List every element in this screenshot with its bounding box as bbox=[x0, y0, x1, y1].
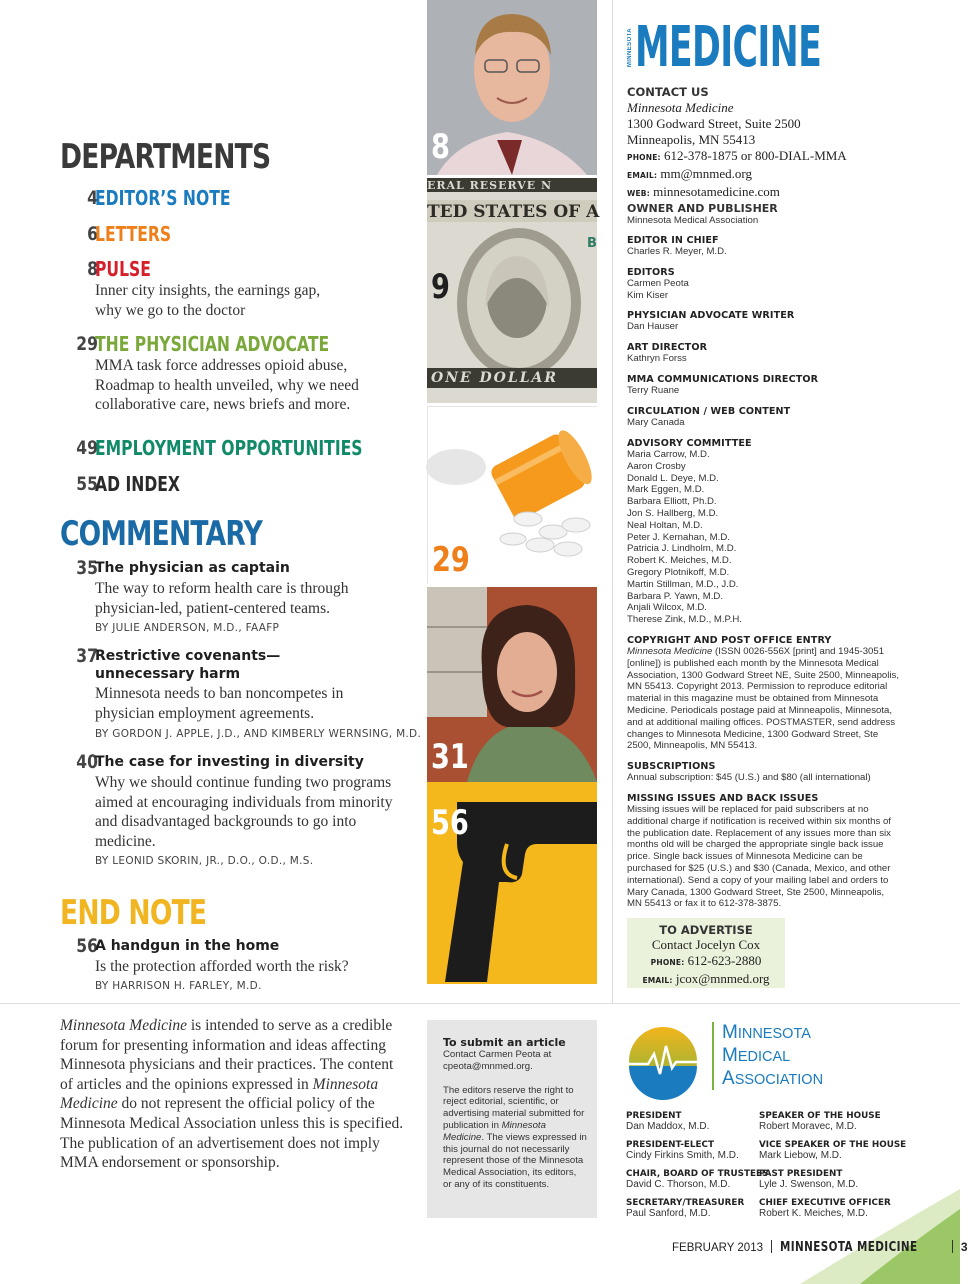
department-title: EMPLOYMENT OPPORTUNITIES bbox=[95, 436, 363, 460]
toc-entry-physician-captain[interactable] bbox=[60, 557, 410, 637]
role-names: Carmen Peota Kim Kiser bbox=[627, 278, 689, 301]
submit-title: To submit an article bbox=[443, 1036, 566, 1049]
page-number: 37 bbox=[76, 645, 98, 667]
copyright-text: (ISSN 0026-556X [print] and 1945-3051 [online]) is published each month by the Minnesota Medical Association, 1300 Godward Street NE, Suite 2500, Minneapolis, MN 55413. Copyright 2013. Permission to reproduce editorial material in this magazine must be obtained from Minnesota Medicine. Periodicals postage paid at Minneapolis, Minnesota, and at additional mailing offices. POSTMASTER, send address changes to Minnesota Medicine, 1300 Godward Street, Ste 2500, Minneapolis, MN 55413. bbox=[627, 646, 899, 752]
role-names: Mary Canada bbox=[627, 417, 685, 428]
bill-letter: B bbox=[587, 236, 597, 251]
role-label: EDITOR IN CHIEF bbox=[627, 235, 719, 246]
contact-email[interactable]: mm@mnmed.org bbox=[660, 166, 752, 181]
contact-address-1: 1300 Godward Street, Suite 2500 bbox=[627, 116, 801, 131]
web-label: WEB: bbox=[627, 189, 650, 198]
image-page-number: 56 bbox=[431, 803, 469, 843]
owner-label: OWNER AND PUBLISHER bbox=[627, 202, 778, 215]
page-number: 6 bbox=[87, 223, 98, 245]
article-byline: BY GORDON J. APPLE, J.D., AND KIMBERLY WERNSING, M.D. bbox=[95, 728, 422, 740]
table-of-contents bbox=[0, 0, 420, 1004]
owner-name: Minnesota Medical Association bbox=[627, 215, 759, 226]
missing-label: MISSING ISSUES AND BACK ISSUES bbox=[627, 793, 819, 804]
toc-entry-diversity[interactable] bbox=[60, 751, 410, 871]
bill-text-bottom: ONE DOLLAR bbox=[431, 370, 559, 386]
department-title: THE PHYSICIAN ADVOCATE bbox=[95, 332, 330, 356]
advertise-phone: 612-623-2880 bbox=[687, 953, 762, 968]
disclaimer-part-1: is intended to serve as a credible forum for presenting information and ideas affecting Minnesota physicians and their practices. The content of articles and the opinions expressed in bbox=[60, 1017, 394, 1093]
article-description: Why we should continue funding two programs aimed at encouraging individuals from minority and disadvantaged backgrounds to go into medicine. bbox=[95, 774, 393, 850]
officer: CHIEF EXECUTIVE OFFICER Robert K. Meiches, M.D. bbox=[759, 1198, 891, 1219]
page-number: 56 bbox=[76, 935, 98, 957]
toc-entry-pulse[interactable] bbox=[60, 258, 410, 322]
copyright-block bbox=[627, 635, 899, 752]
department-title: PULSE bbox=[95, 257, 151, 281]
officer: PAST PRESIDENT Lyle J. Swenson, M.D. bbox=[759, 1169, 859, 1190]
role-label: ART DIRECTOR bbox=[627, 342, 708, 353]
contact-address-2: Minneapolis, MN 55413 bbox=[627, 132, 756, 147]
image-column bbox=[427, 0, 600, 984]
advisory-member: Therese Zink, M.D., M.P.H. bbox=[627, 614, 742, 626]
advisory-member: Donald L. Deye, M.D. bbox=[627, 472, 719, 484]
officer: CHAIR, BOARD OF TRUSTEES David C. Thorson, M.D. bbox=[626, 1169, 769, 1190]
logo-side-text: MINNESOTA bbox=[627, 28, 633, 68]
toc-entry-restrictive-covenants[interactable] bbox=[60, 645, 422, 745]
staff-role bbox=[627, 310, 899, 333]
role-names: Dan Hauser bbox=[627, 321, 679, 332]
contact-org: Minnesota Medicine bbox=[627, 100, 734, 115]
footer-page-number: 3 bbox=[960, 1240, 968, 1254]
article-description: The way to reform health care is through physician-led, patient-centered teams. bbox=[95, 580, 349, 617]
mma-name: MINNESOTA MEDICAL ASSOCIATION bbox=[722, 1022, 824, 1089]
staff-role bbox=[627, 374, 899, 397]
end-note-heading: END NOTE bbox=[60, 893, 207, 933]
page-number: 49 bbox=[76, 437, 98, 459]
advisory-member: Patricia J. Lindholm, M.D. bbox=[627, 543, 737, 555]
disclaimer-italic-2: Minnesota Medicine bbox=[60, 1075, 379, 1113]
staff-role bbox=[627, 342, 899, 365]
missing-text: Missing issues will be replaced for paid subscribers at no additional charge if notification is received within six months of the publication date. Replacement of any issues more than six months old will be charged the appropriate single back issue price. Single back issues of Minnesota Medicine can be purchased for $25 (U.S.) and $30 (Canada, Mexico, and other international). Send a copy of your mailing label and orders to Mary Canada, 1300 Godward Street, Ste 2500, Minneapolis, MN 55413 or fax it to 612-378-3875. bbox=[627, 804, 891, 910]
department-title: AD INDEX bbox=[95, 472, 180, 496]
officer: PRESIDENT-ELECT Cindy Firkins Smith, M.D. bbox=[626, 1140, 739, 1161]
staff-role bbox=[627, 235, 899, 258]
portrait-photo-woman[interactable] bbox=[427, 587, 597, 782]
submit-article-box bbox=[427, 1020, 597, 1218]
advisory-label: ADVISORY COMMITTEE bbox=[627, 438, 752, 449]
missing-issues-block bbox=[627, 793, 899, 910]
pill-bottle-photo[interactable] bbox=[427, 406, 597, 584]
advisory-member: Jon S. Hallberg, M.D. bbox=[627, 507, 719, 519]
page-number: 55 bbox=[76, 473, 98, 495]
page-number: 35 bbox=[76, 557, 98, 579]
subscriptions-text: Annual subscription: $45 (U.S.) and $80 (all international) bbox=[627, 772, 871, 783]
article-byline: BY JULIE ANDERSON, M.D., FAAFP bbox=[95, 622, 280, 634]
advertise-email[interactable]: jcox@mnmed.org bbox=[675, 971, 770, 986]
page-number: 4 bbox=[87, 187, 98, 209]
disclaimer-italic-1: Minnesota Medicine bbox=[60, 1017, 187, 1034]
advertise-box bbox=[627, 918, 785, 988]
advisory-member: Mark Eggen, M.D. bbox=[627, 484, 705, 496]
role-label: PHYSICIAN ADVOCATE WRITER bbox=[627, 310, 795, 321]
advertise-label: TO ADVERTISE bbox=[659, 923, 753, 937]
disclaimer-text bbox=[60, 1016, 410, 1173]
article-byline: BY LEONID SKORIN, JR., D.O., O.D., M.S. bbox=[95, 855, 314, 867]
advertise-email-label: EMAIL: bbox=[642, 976, 673, 985]
departments-heading: DEPARTMENTS bbox=[60, 137, 271, 177]
article-title: Restrictive covenants— unnecessary harm bbox=[95, 648, 281, 682]
mma-emblem-icon bbox=[626, 1024, 700, 1098]
role-label: MMA COMMUNICATIONS DIRECTOR bbox=[627, 374, 819, 385]
article-title: The physician as captain bbox=[95, 560, 290, 576]
department-title: LETTERS bbox=[95, 222, 172, 246]
advisory-member: Barbara P. Yawn, M.D. bbox=[627, 590, 723, 602]
submit-policy-italic: Minnesota Medicine bbox=[443, 1119, 546, 1143]
corner-swoosh-decoration bbox=[800, 1189, 960, 1284]
phone-label: PHONE: bbox=[627, 153, 661, 162]
toc-entry-physician-advocate[interactable] bbox=[60, 333, 410, 417]
officer: VICE SPEAKER OF THE HOUSE Mark Liebow, M.D. bbox=[759, 1140, 907, 1161]
submit-policy-b: . The views expressed in this journal do not necessarily represent those of the Minnesota Medical Association, its editors, or any of its constituents. bbox=[443, 1131, 587, 1190]
article-title: The case for investing in diversity bbox=[95, 754, 364, 770]
image-page-number: 31 bbox=[431, 737, 469, 777]
officer: SPEAKER OF THE HOUSE Robert Moravec, M.D. bbox=[759, 1111, 881, 1132]
article-title: A handgun in the home bbox=[95, 938, 280, 954]
role-names: Charles R. Meyer, M.D. bbox=[627, 246, 727, 257]
article-description: Is the protection afforded worth the risk? bbox=[95, 958, 349, 975]
officer: SECRETARY/TREASURER Paul Sanford, M.D. bbox=[626, 1198, 745, 1219]
page-footer bbox=[672, 1240, 968, 1255]
staff-role bbox=[627, 406, 899, 429]
copyright-label: COPYRIGHT AND POST OFFICE ENTRY bbox=[627, 635, 832, 646]
contact-label: CONTACT US bbox=[627, 85, 709, 99]
mma-logo-divider bbox=[712, 1022, 714, 1090]
email-label: EMAIL: bbox=[627, 171, 658, 180]
advisory-member: Anjali Wilcox, M.D. bbox=[627, 602, 707, 614]
footer-date: FEBRUARY 2013 bbox=[672, 1242, 763, 1254]
advisory-member: Maria Carrow, M.D. bbox=[627, 449, 710, 460]
subscriptions-block bbox=[627, 761, 899, 784]
footer-magazine: MINNESOTA MEDICINE bbox=[779, 1240, 918, 1255]
page-number: 8 bbox=[87, 258, 98, 280]
handgun-illustration[interactable] bbox=[427, 782, 597, 984]
copyright-italic: Minnesota Medicine bbox=[627, 646, 713, 657]
article-byline: BY HARRISON H. FARLEY, M.D. bbox=[95, 980, 262, 992]
portrait-man-image bbox=[427, 0, 597, 175]
role-names: Terry Ruane bbox=[627, 385, 680, 396]
page-number: 40 bbox=[76, 751, 98, 773]
portrait-photo-man[interactable] bbox=[427, 0, 597, 175]
submit-contact: Contact Carmen Peota at cpeota@mnmed.org. bbox=[443, 1049, 552, 1072]
role-names: Kathryn Forss bbox=[627, 353, 687, 364]
advisory-member: Peter J. Kernahan, M.D. bbox=[627, 531, 730, 543]
staff-role bbox=[627, 267, 899, 302]
officer: PRESIDENT Dan Maddox, M.D. bbox=[626, 1111, 710, 1132]
department-description: Inner city insights, the earnings gap, why we go to the doctor bbox=[95, 282, 321, 319]
article-description: Minnesota needs to ban noncompetes in physician employment agreements. bbox=[95, 685, 344, 722]
subscriptions-label: SUBSCRIPTIONS bbox=[627, 761, 716, 772]
contact-web[interactable]: minnesotamedicine.com bbox=[653, 184, 780, 199]
bill-text-top: ERAL RESERVE N bbox=[427, 179, 553, 192]
submit-policy-a: The editors reserve the right to reject editorial, scientific, or advertising material submitted for publication in bbox=[443, 1084, 585, 1131]
role-label: EDITORS bbox=[627, 267, 675, 278]
divider bbox=[0, 1003, 960, 1004]
advisory-committee bbox=[627, 438, 899, 626]
advisory-member: Gregory Plotnikoff, M.D. bbox=[627, 566, 730, 578]
masthead-column bbox=[612, 0, 904, 1004]
logo-main-text: MEDICINE bbox=[635, 15, 822, 80]
mma-logo bbox=[626, 1022, 906, 1102]
image-page-number: 29 bbox=[432, 540, 470, 580]
submit-policy bbox=[443, 1085, 587, 1191]
role-label: CIRCULATION / WEB CONTENT bbox=[627, 406, 791, 417]
owner-block bbox=[627, 202, 899, 227]
advisory-member: Neal Holtan, M.D. bbox=[627, 519, 703, 531]
page-number: 29 bbox=[76, 333, 98, 355]
department-title: EDITOR’S NOTE bbox=[95, 186, 231, 210]
dollar-bill-photo[interactable] bbox=[427, 178, 600, 403]
contact-block bbox=[627, 85, 899, 202]
advisory-member: Robert K. Meiches, M.D. bbox=[627, 555, 732, 567]
advisory-member: Barbara Elliott, Ph.D. bbox=[627, 496, 717, 508]
advertise-phone-label: PHONE: bbox=[650, 958, 685, 967]
contact-phone: 612-378-1875 or 800-DIAL-MMA bbox=[664, 148, 847, 163]
advertise-contact: Contact Jocelyn Cox bbox=[651, 937, 761, 952]
toc-entry-handgun[interactable] bbox=[60, 935, 410, 995]
image-page-number: 8 bbox=[431, 127, 450, 167]
bill-text-mid: TED STATES OF A bbox=[427, 202, 600, 222]
image-page-number: 9 bbox=[431, 267, 450, 307]
advisory-member: Martin Stillman, M.D., J.D. bbox=[627, 578, 739, 590]
department-description: MMA task force addresses opioid abuse, Roadmap to health unveiled, why we need collaborative care, news briefs and more. bbox=[95, 357, 359, 414]
commentary-heading: COMMENTARY bbox=[60, 514, 263, 554]
disclaimer-part-2: do not represent the official policy of the Minnesota Medical Association unless this is specified. The publication of an advertisement does not imply MMA endorsement or sponsorship. bbox=[60, 1095, 404, 1172]
advisory-member: Aaron Crosby bbox=[627, 460, 686, 472]
